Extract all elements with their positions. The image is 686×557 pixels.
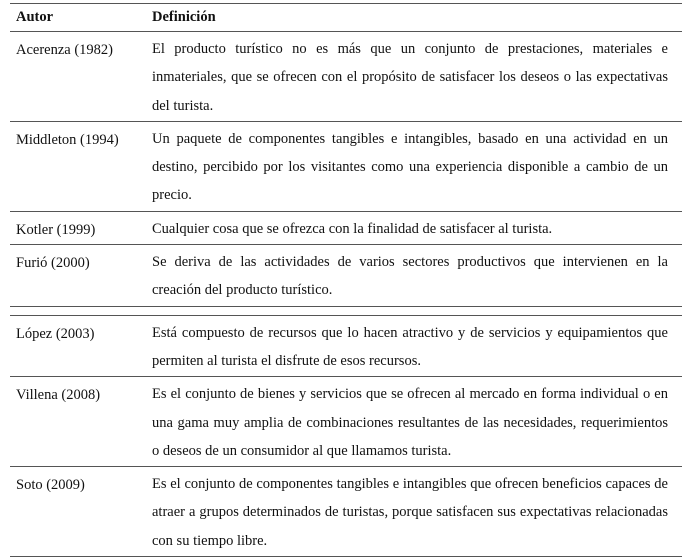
author-column-header: Autor [16, 9, 54, 25]
table-row [10, 467, 682, 557]
table-row [10, 316, 682, 378]
author-cell: Kotler (1999) [16, 221, 96, 238]
definition-cell: Es el conjunto de componentes tangibles e intangibles que ofrecen beneficios capaces de atraer a grupos determinados de turistas, porque satisfacen sus expectativas relacionadas con su tiempo libre. [152, 476, 668, 549]
table-break-divider [10, 307, 682, 316]
definition-cell: Está compuesto de recursos que lo hacen atractivo y de servicios y equipamientos que permiten al turista el disfrute de esos recursos. [152, 324, 668, 369]
author-cell: Acerenza (1982) [16, 42, 114, 58]
table-header-row [10, 3, 682, 32]
definition-cell: Se deriva de las actividades de varios sectores productivos que intervienen en la creación del producto turístico. [152, 254, 668, 299]
definition-column-header: Definición [152, 9, 216, 25]
definition-cell: El producto turístico no es más que un conjunto de prestaciones, materiales e inmateriales, que se ofrecen con el propósito de satisfacer los deseos o las expectativas del turista. [152, 41, 668, 114]
definition-cell: Un paquete de componentes tangibles e intangibles, basado en una actividad en un destino, percibido por los visitantes como una experiencia disponible a cambio de un precio. [152, 130, 668, 204]
author-cell: Villena (2008) [16, 387, 101, 404]
table-row [10, 32, 682, 122]
author-cell: López (2003) [16, 325, 95, 342]
definitions-table [10, 3, 682, 557]
author-cell: Middleton (1994) [16, 131, 119, 148]
table-row [10, 212, 682, 245]
author-cell: Furió (2000) [16, 255, 90, 272]
table-row [10, 377, 682, 467]
definition-cell: Cualquier cosa que se ofrezca con la finalidad de satisfacer al turista. [152, 220, 553, 237]
definition-cell: Es el conjunto de bienes y servicios que se ofrecen al mercado en forma individual o en una gama muy amplia de combinaciones resultantes de las necesidades, requerimientos o deseos de un consumidor al que llamamos turista. [152, 386, 668, 459]
author-cell: Soto (2009) [16, 477, 85, 494]
table-row [10, 122, 682, 212]
table-row [10, 245, 682, 307]
